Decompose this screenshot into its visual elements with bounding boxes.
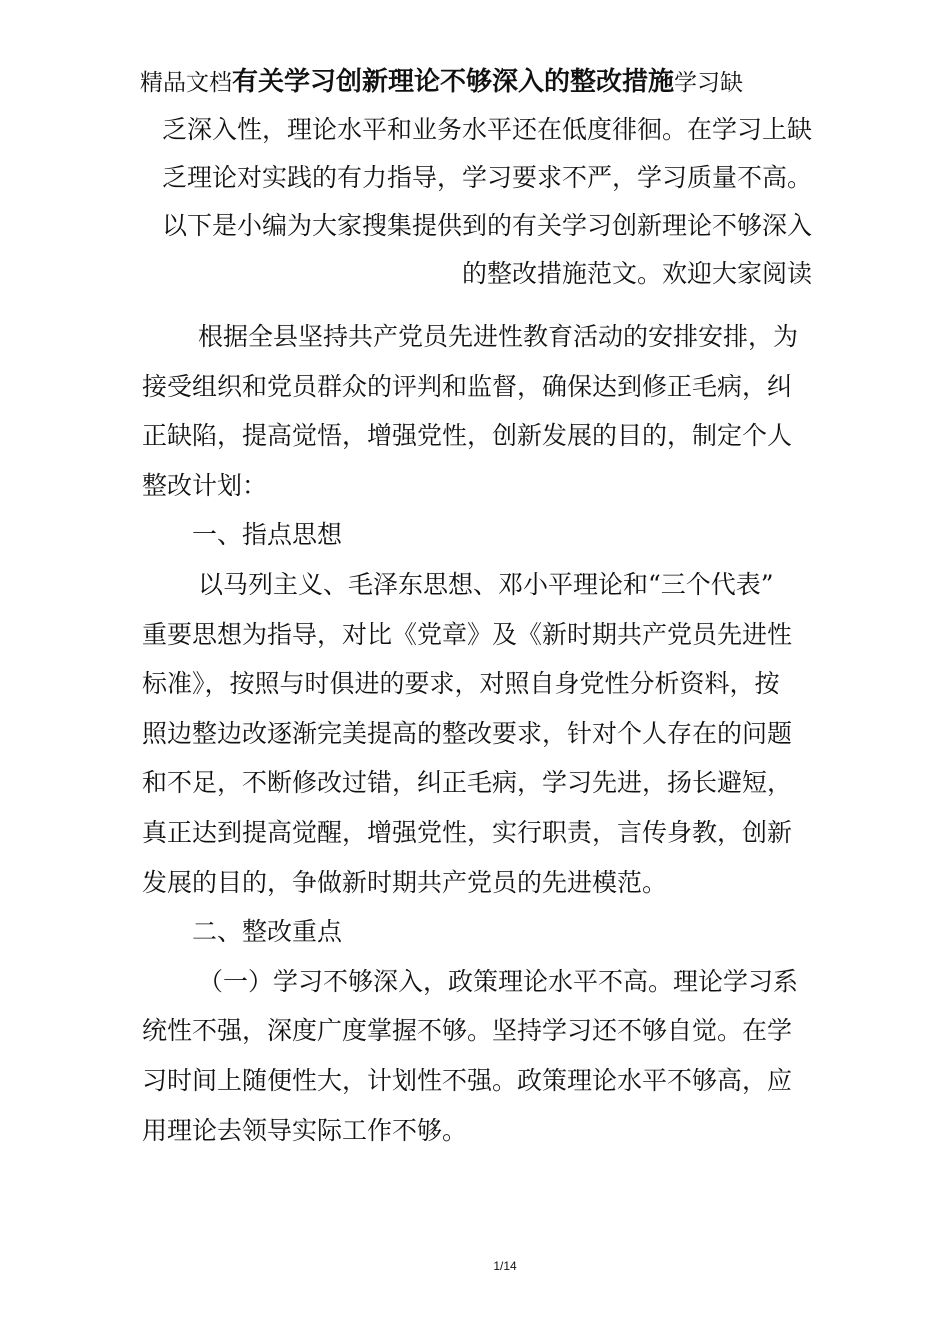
paragraph-line: 发展的目的，争做新时期共产党员的先进模范。	[142, 867, 668, 897]
paragraph-line: 整改计划：	[142, 470, 268, 500]
page-number	[0, 1259, 950, 1273]
brand-label: 精品文档	[140, 70, 232, 96]
document-header	[140, 58, 812, 298]
paragraph-line: 照边整边改逐渐完美提高的整改要求，针对个人存在的问题	[142, 718, 793, 748]
paragraph-line: 用理论去领导实际工作不够。	[142, 1115, 468, 1145]
paragraph-line: 真正达到提高觉醒，增强党性，实行职责，言传身教，创新	[142, 817, 793, 847]
intro-line: 以下是小编为大家搜集提供到的有关学习创新理论不够深入	[161, 211, 812, 240]
page-number-text: 1/14	[493, 1259, 517, 1273]
paragraph-line: 根据全县坚持共产党员先进性教育活动的安排安排，为	[198, 322, 799, 351]
document-body	[142, 312, 812, 1155]
intro-line-start: 学习缺	[674, 70, 744, 96]
paragraph-line: 习时间上随便性大，计划性不强。政策理论水平不够高，应	[142, 1065, 793, 1095]
paragraph-line: 重要思想为指导，对比《党章》及《新时期共产党员先进性	[142, 619, 793, 649]
paragraph-line: 接受组织和党员群众的评判和监督，确保达到修正毛病，纠	[142, 371, 793, 401]
intro-line: 的整改措施范文。欢迎大家阅读	[461, 259, 812, 288]
paragraph-line: 标准》，按照与时俱进的要求，对照自身党性分析资料，按	[142, 669, 780, 699]
paragraph-line: 和不足，不断修改过错，纠正毛病，学习先进，扬长避短，	[142, 768, 793, 798]
paragraph-line: 以马列主义、毛泽东思想、邓小平理论和“三个代表”	[198, 569, 774, 599]
document-title: 有关学习创新理论不够深入的整改措施	[232, 67, 675, 97]
intro-line: 乏深入性，理论水平和业务水平还在低度徘徊。在学习上缺	[161, 115, 812, 144]
section-heading-2: 二、整改重点	[192, 917, 343, 947]
intro-line: 乏理论对实践的有力指导，学习要求不严，学习质量不高。	[161, 163, 812, 192]
paragraph-line: 统性不强，深度广度掌握不够。坚持学习还不够自觉。在学	[142, 1016, 793, 1046]
paragraph-line: （一）学习不够深入，政策理论水平不高。理论学习系	[198, 966, 799, 996]
section-heading-1: 一、指点思想	[192, 520, 343, 550]
paragraph-line: 正缺陷，提高觉悟，增强党性，创新发展的目的，制定个人	[142, 421, 793, 451]
header-first-line	[140, 58, 812, 106]
